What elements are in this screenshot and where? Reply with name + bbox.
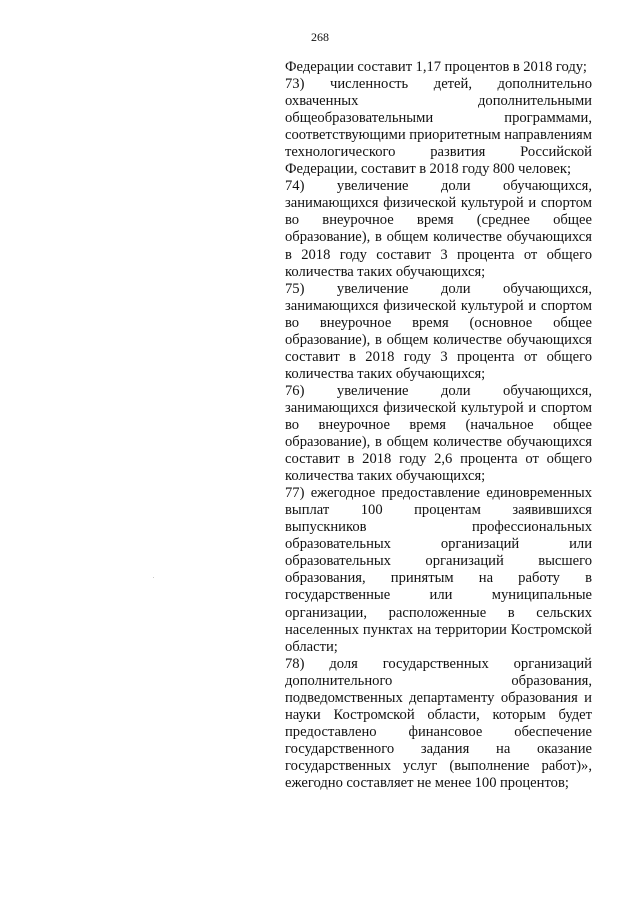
paragraph-item-77: 77) ежегодное предоставление единовременных выплат 100 процентам заявившихся выпускников профессиональных образовательных организаций или образовательных организаций высшего образования, принятым на работу в государственные или муниципальные организации, расположенные в сельских населенных пунктах на территории Костромской области; xyxy=(285,485,592,655)
paragraph-item-78: 78) доля государственных организаций дополнительного образования, подведомственных департаменту образования и науки Костромской области, которым будет предоставлено финансовое обеспечение государственного задания на оказание государственных услуг (выполнение работ)», ежегодно составляет не менее 100 процентов; xyxy=(285,655,592,791)
text-column xyxy=(285,59,592,792)
paragraph-federation-continuation: Федерации составит 1,17 процентов в 2018 году; xyxy=(285,59,587,75)
scan-speck xyxy=(153,577,154,578)
paragraph-item-75: 75) увеличение доли обучающихся, занимающихся физической культурой и спортом во внеурочное время (основное общее образование), в общем количестве обучающихся составит в 2018 году 3 процента от общего количества таких обучающихся; xyxy=(285,280,592,382)
paragraph-item-76: 76) увеличение доли обучающихся, занимающихся физической культурой и спортом во внеурочное время (начальное общее образование), в общем количестве обучающихся составит в 2018 году 2,6 процента от общего количества таких обучающихся; xyxy=(285,382,592,485)
paragraph-item-73: 73) численность детей, дополнительно охваченных дополнительными общеобразовательными программами, соответствующими приоритетным направлениям технологического развития Российской Федерации, составит в 2018 году 800 человек; xyxy=(285,76,592,178)
paragraph-item-74: 74) увеличение доли обучающихся, занимающихся физической культурой и спортом во внеурочное время (среднее общее образование), в общем количестве обучающихся в 2018 году составит 3 процента от общего количества таких обучающихся; xyxy=(285,178,592,280)
page-number: 268 xyxy=(311,30,329,44)
